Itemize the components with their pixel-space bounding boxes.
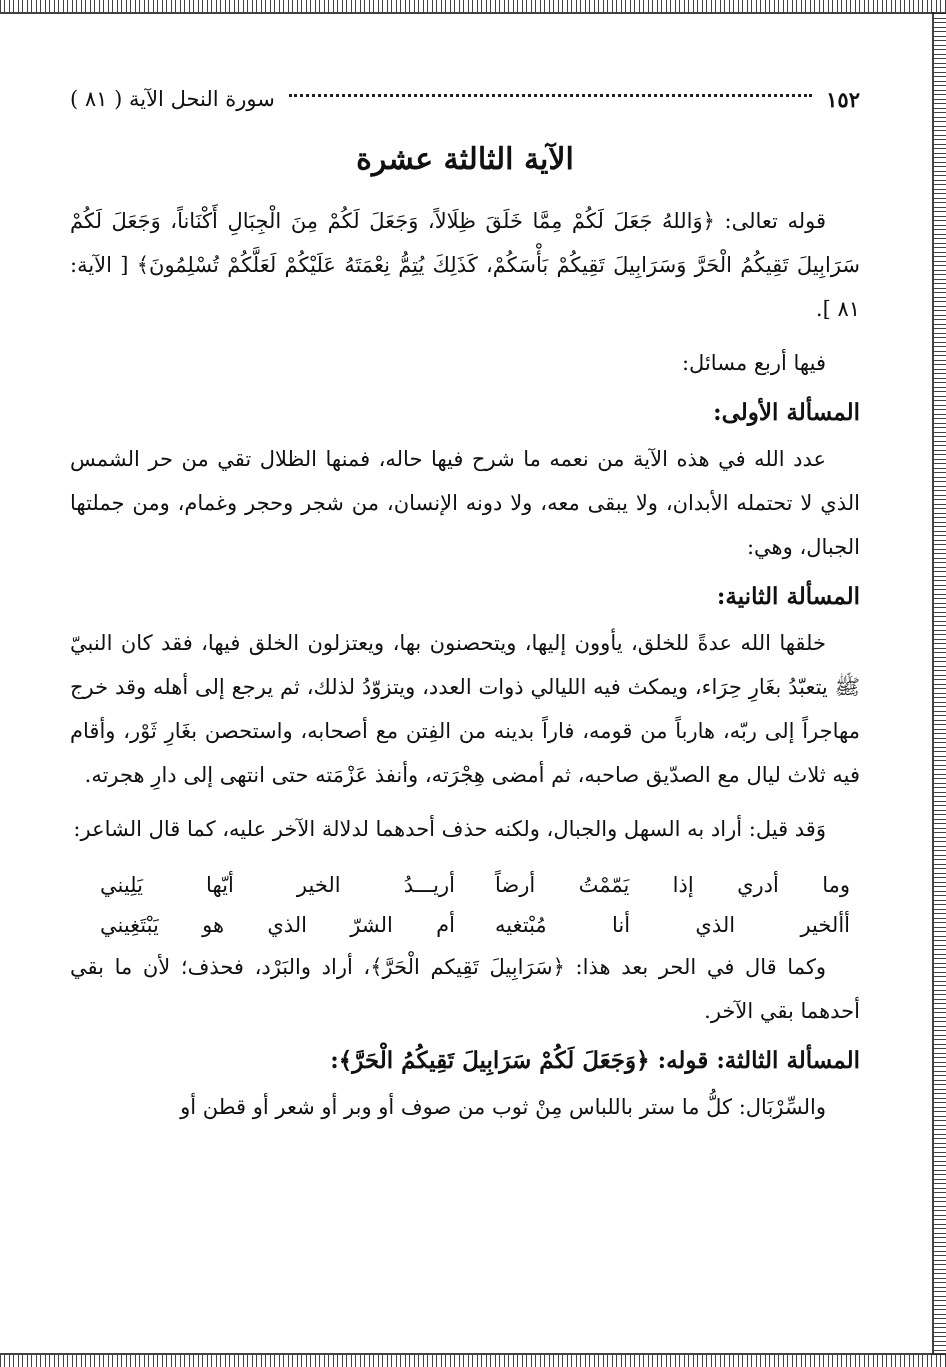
book-page [70, 30, 860, 1129]
page-border-right [932, 12, 946, 1355]
section-title: الآية الثالثة عشرة [356, 142, 574, 177]
poem-hemistich: أألخير الذي أنا مُبْتغيه [495, 913, 850, 937]
issue-2-after: وكما قال في الحر بعد هذا: ﴿سَرَابِيلَ تَقِيكم الْحَرَّ﴾، أراد والبَرْد، فحذف؛ لأن ما بقي أحدهما بقي الآخر. [70, 955, 860, 1023]
issue-3-heading: المسألة الثالثة: قوله: ﴿وَجَعَلَ لَكُمْ سَرَابِيلَ تَقِيكُمُ الْحَرَّ﴾: [330, 1047, 860, 1074]
page-number: ١٥٢ [826, 86, 860, 112]
running-header [70, 82, 860, 116]
issues-intro: فيها أربع مسائل: [681, 351, 826, 375]
issue-2-text: خلقها الله عدةً للخلق، يأوون إليها، ويتحصنون بها، ويعتزلون الخلق فيها، فقد كان النبيّ ﷺ يتعبّدُ بغَارِ حِرَاء، ويمكث فيه الليالي ذوات العدد، ويتزوّدُ لذلك، ثم يرجع إلى أهله وقد خرج مهاجراً إلى ربّه، هارباً من قومه، فاراً بدينه من الفِتن مع أصحابه، واستحصن بغَارِ ثَوْر، وأقام فيه ثلاث ليال مع الصدّيق صاحبه، ثم أمضى هِجْرَته، وأنفذ عَزْمَته حتى انتهى إلى دارِ هجرته. [70, 631, 860, 787]
poem-hemistich: وما أدري إذا يَمّمْتُ أرضاً [495, 873, 850, 897]
surah-title: سورة النحل الآية ( ٨١ ) [70, 87, 275, 111]
poem-hemistich: أريـــدُ الخير أيّها يَلِيني [100, 873, 455, 897]
issue-3-text: والسِّرْبَال: كلُّ ما ستر باللباس مِنْ ثوب من صوف أو وبر أو شعر أو قطن أو [180, 1095, 826, 1119]
issue-2-heading: المسألة الثانية: [716, 583, 860, 610]
issue-2-said: وَقد قيل: أراد به السهل والجبال، ولكنه حذف أحدهما لدلالة الآخر عليه، كما قال الشاعر: [73, 817, 826, 841]
page-border-bottom [0, 1353, 946, 1367]
issue-1-heading: المسألة الأولى: [713, 399, 860, 426]
page-border-top [0, 0, 946, 14]
header-dot-leader [289, 94, 812, 97]
verse-paragraph: قوله تعالى: ﴿وَاللهُ جَعَلَ لَكُمْ مِمَّا خَلَقَ ظِلَالاً، وَجَعَلَ لَكُمْ مِنَ الْجِبَالِ أَكْنَاناً، وَجَعَلَ لَكُمْ سَرَابِيلَ تَقِيكُمُ الْحَرَّ وَسَرَابِيلَ تَقِيكُمْ بَأْسَكُمْ، كَذَلِكَ يُتِمُّ نِعْمَتَهُ عَلَيْكُمْ لَعَلَّكُمْ تُسْلِمُونَ﴾ [ الآية: ٨١ ]. [70, 209, 860, 321]
issue-1-text: عدد الله في هذه الآية من نعمه ما شرح فيها حاله، فمنها الظلال تقي من حر الشمس الذي لا تحتمله الأبدان، ولا يبقى معه، ولا دونه الإنسان، من شجر وحجر وغمام، ومن جملتها الجبال، وهي: [70, 447, 860, 559]
poem-hemistich: أم الشرّ الذي هو يَبْتَغِيني [100, 913, 455, 937]
poem-verses [70, 865, 860, 945]
